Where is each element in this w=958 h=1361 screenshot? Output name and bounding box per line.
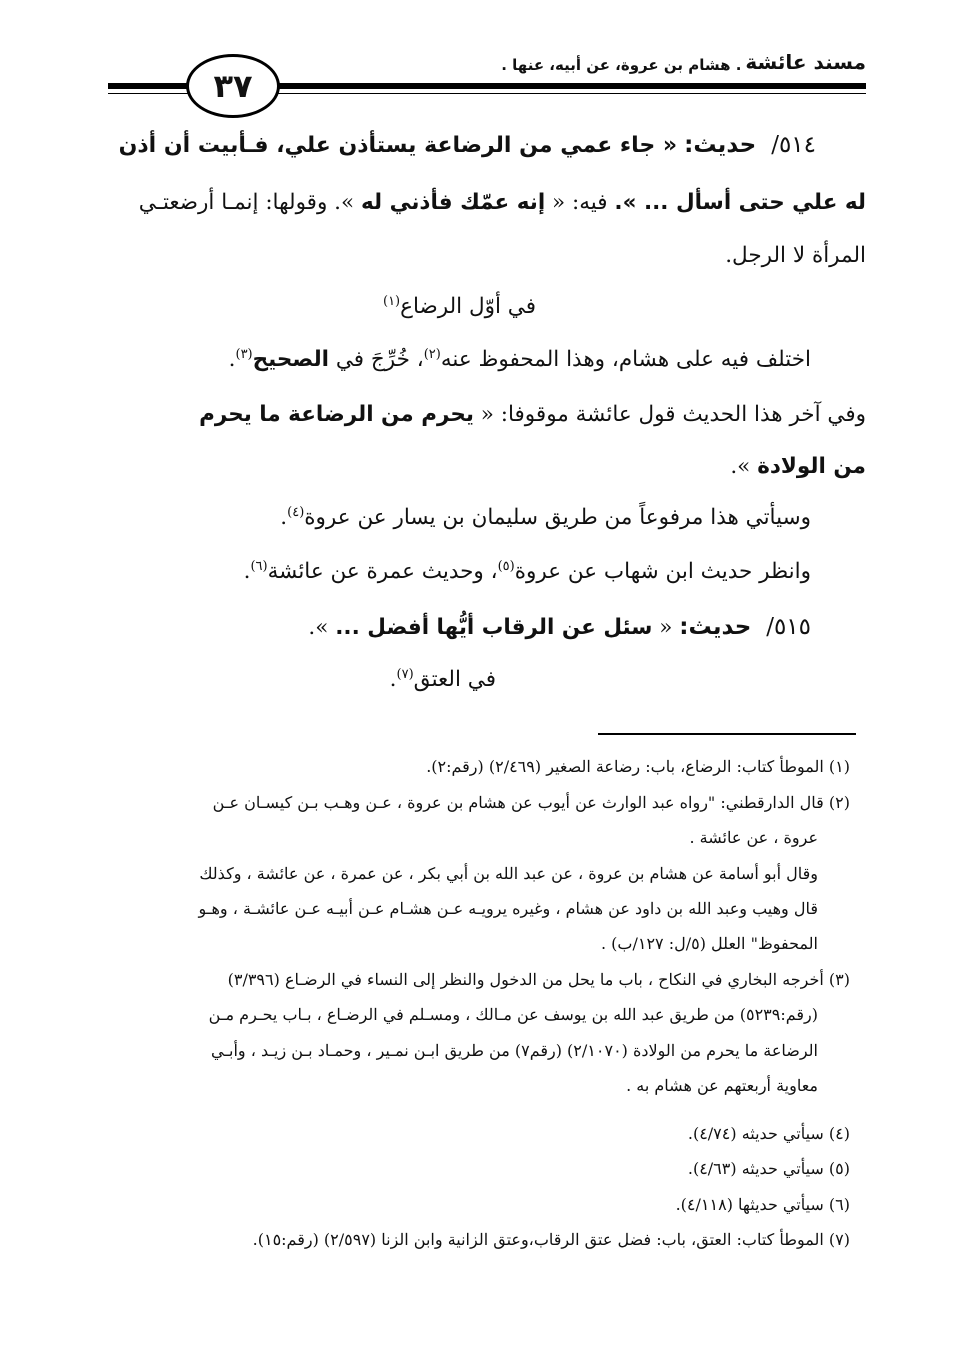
footnote-ref-7: (٧) [396,666,414,682]
hadith-514-label: حديث: [684,132,757,158]
footnote-ref-4: (٤) [287,504,305,520]
footnote-4: (٤) سيأتي حديثه (٤/٧٤). [687,1124,850,1143]
footnote-3-line4: معاوية أربعتهم عن هشام به . [626,1076,818,1095]
chapter-2-title: في العتق [413,667,496,692]
hadith-514-quote: « جاء عمي من الرضاعة يستأذن علي، فـأبيت أن أذن [118,133,678,158]
coming-text: وسيأتي هذا مرفوعاً من طريق سليمان بن يسار عن عروة [304,505,811,530]
difference-end: . [228,347,236,372]
hadith-514-line2 [139,183,866,223]
running-head [300,44,866,74]
footnote-separator [598,733,856,735]
footnote-5: (٥) سيأتي حديثه (٤/٦٣). [687,1159,850,1178]
hadith-515-open: « [659,615,673,640]
footnote-6: (٦) سيأتي حديثها (٤/١١٨). [675,1195,850,1214]
footnote-ref-2: (٢) [423,346,441,362]
hadith-515-number: ٥١٥/ [766,614,811,640]
hadith-514-l3: المرأة لا الرجل. [725,243,866,268]
hadith-514-l2-end: ». وقولها: إنمـا أرضعتـي [138,190,355,215]
footnote-2-line1: (٢) قال الدارقطني: "رواه عبد الوارث عن أيوب عن هشام بن عروة ، عـن وهـب بـن كيسـان عـن [212,793,850,812]
ending-bold-2: من الولادة [757,454,866,479]
coming-end: . [280,505,288,530]
hadith-515-quote: سئل عن الرقاب أيُّها أفضل ... [335,615,653,640]
ending-text: وفي آخر هذا الحديث قول عائشة موقوفا: « [480,402,866,427]
hadith-515-line [308,607,811,648]
chapter-heading-1 [383,287,536,327]
hadith-515-label: حديث: [679,614,752,640]
footnote-2-line2: عروة ، عن عائشة . [689,828,818,847]
footnote-2-line3: وقال أبو أسامة عن هشام بن عروة ، عن عبد الله بن أبي بكر ، عن عمرة ، عن عائشة ، وكذلك [199,864,818,883]
footnote-7: (٧) الموطأ كتاب: العتق، باب: فضل عتق الرقاب،وعتق الزانية وابن الزنا (٢/٥٩٧) (رقم:١٥). [252,1230,850,1249]
chapter-1-title: في أوّل الرضاع [400,294,536,319]
footnote-ref-3: (٣) [235,346,253,362]
hadith-514-number: ٥١٤/ [771,132,816,158]
sahih-word: الصحيح [252,347,330,372]
footnote-ref-1: (١) [382,293,401,309]
footnote-1: (١) الموطأ كتاب: الرضاع، باب: رضاعة الصغير (٢/٤٦٩) (رقم:٢). [426,757,850,776]
footnote-3-line2: (رقم:٥٢٣٩) من طريق عبد الله بن يوسف عن مـالك ، ومسـلم في الرضـاع ، بـاب يحـرم مـن [208,1005,818,1024]
see-line [244,552,811,592]
difference-text-b: ، خُرِّجَ في [335,347,424,372]
hadith-514-line1 [119,125,866,166]
page-number: ٣٧ [186,54,280,118]
footnote-3-line1: (٣) أخرجه البخاري في النكاح ، باب ما يحل من الدخول والنظر إلى النساء في الرضـاع (٣/٣٩٦) [227,970,850,989]
footnote-3-line3: الرضاعة ما يحرم من الولادة (٢/١٠٧٠) (رقم٧) من طريق ابـن نمـير ، وحمـاد بـن زيـد ، وأبـي [210,1041,818,1060]
chapter-heading-2 [390,660,496,700]
hadith-514-line3 [725,236,866,276]
see-text: وانظر حديث ابن شهاب عن عروة [514,559,811,584]
difference-text: اختلف فيه على هشام، وهذا المحفوظ عنه [440,347,811,372]
hadith-514-l2-bold2: إنه عمّك فأذني له [361,190,546,215]
hadith-514-l2-mid: فيه: « [552,190,608,215]
footnote-2-line5: المحفوظ" العلل (٥/ل: ١٢٧/ب) . [600,934,818,953]
coming-line [280,498,811,538]
see-end: . [243,559,251,584]
book-title: مسند عائشة [745,50,866,74]
hadith-515-close: ». [308,615,329,640]
see-text-b: ، وحديث عمرة عن عائشة [267,559,498,584]
ending-bold: يحرم من الرضاعة ما يحرم [199,402,474,427]
hadith-514-l2-bold: له علي حتى أسأل ... ». [614,190,866,215]
chapter-2-end: . [389,667,397,692]
difference-line [229,340,811,380]
ending-close: ». [730,454,751,479]
ending-line1 [199,395,866,435]
footnote-ref-6: (٦) [250,558,268,574]
chapter-chain: . هشام بن عروة، عن أبيه، عنها . [501,56,742,74]
footnote-ref-5: (٥) [497,558,515,574]
footnote-2-line4: قال وهيب وعبد الله بن داود عن هشام ، وغيره يرويـه عـن هشـام عـن أبيـه عـن عائشـة ، وهـو [198,899,818,918]
ending-line2 [730,447,866,487]
